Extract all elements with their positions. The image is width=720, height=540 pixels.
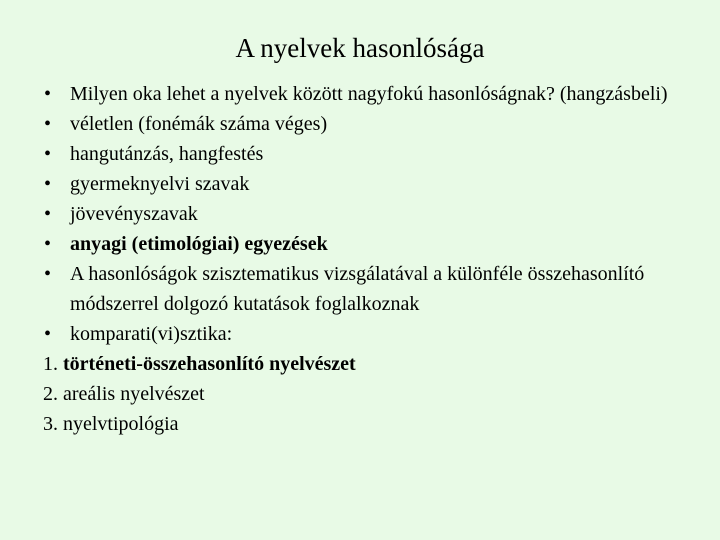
numbered-item [43,409,684,439]
bullet-text: véletlen (fonémák száma véges) [70,113,328,135]
slide-title: A nyelvek hasonlósága [235,33,485,63]
numbered-text: nyelvtipológia [63,413,179,435]
bullet-item [44,139,684,169]
bullet-marker: • [44,263,52,285]
bullet-text: A hasonlóságok szisztematikus vizsgálatával a különféle összehasonlító módszerrel dolgozó kutatások foglalkoznak [70,263,645,315]
bullet-marker: • [44,233,52,255]
bullet-text: hangutánzás, hangfestés [70,143,264,165]
numbered-text: areális nyelvészet [63,383,205,405]
numbered-marker: 2. [43,383,58,405]
bullet-text: anyagi (etimológiai) egyezések [70,233,328,255]
bullet-text: jövevényszavak [70,203,198,225]
bullet-item [44,259,684,319]
bullet-item [44,199,684,229]
bullet-marker: • [44,113,52,135]
bullet-item [44,79,684,109]
numbered-text: történeti-összehasonlító nyelvészet [63,353,356,375]
bullet-text: komparati(vi)sztika: [70,323,233,345]
numbered-item [43,349,684,379]
slide-content [44,79,684,439]
bullet-marker: • [44,173,52,195]
bullet-text: Milyen oka lehet a nyelvek között nagyfokú hasonlóságnak? (hangzásbeli) [70,83,668,105]
numbered-item [43,379,684,409]
bullet-item [44,169,684,199]
bullet-marker: • [44,323,52,345]
bullet-marker: • [44,83,52,105]
bullet-marker: • [44,203,52,225]
numbered-marker: 3. [43,413,58,435]
bullet-item [44,229,684,259]
numbered-marker: 1. [43,353,58,375]
bullet-marker: • [44,143,52,165]
bullet-text: gyermeknyelvi szavak [70,173,250,195]
bullet-item [44,109,684,139]
bullet-item [44,319,684,349]
